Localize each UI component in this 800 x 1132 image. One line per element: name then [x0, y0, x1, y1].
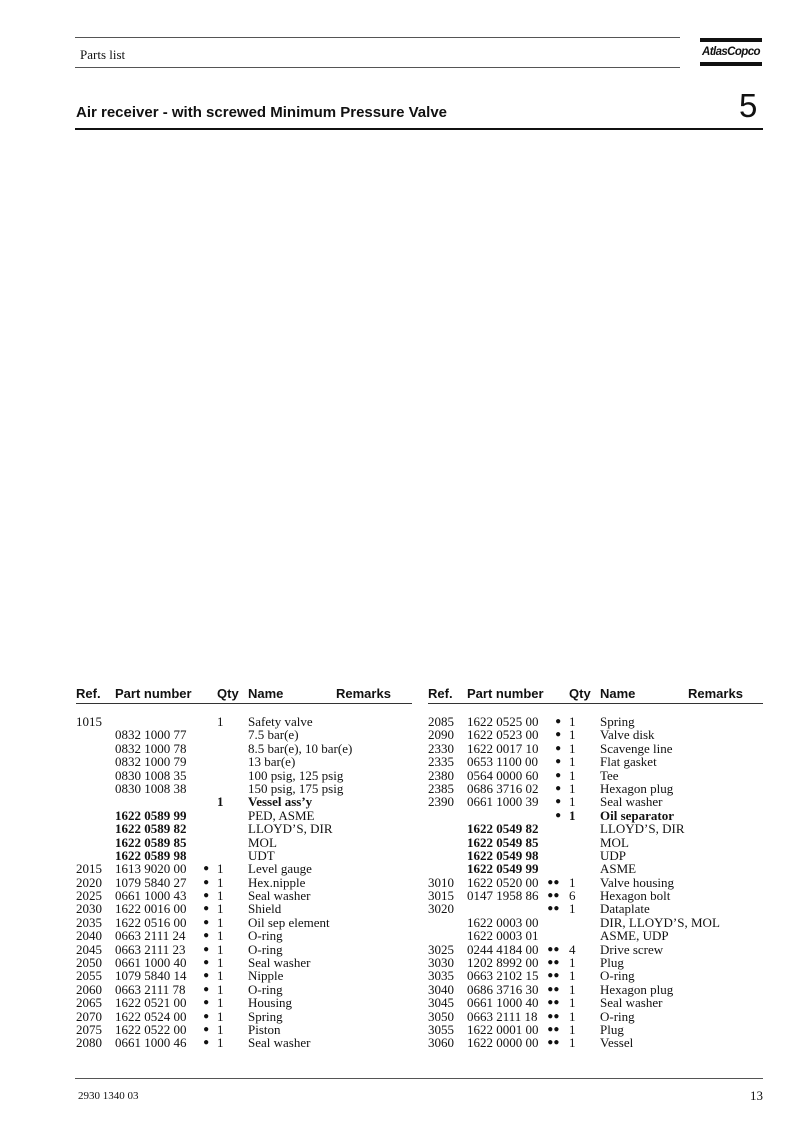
table-row	[76, 836, 412, 849]
name-cell: UDP	[600, 847, 627, 863]
qty-cell: 1	[217, 888, 224, 904]
part-number-cell: 1622 0549 82	[467, 821, 539, 837]
qty-cell: 1	[569, 1008, 576, 1024]
table-row	[428, 862, 763, 875]
table-row	[428, 956, 763, 969]
qty-cell: 1	[569, 780, 576, 796]
document-number: 2930 1340 03	[78, 1090, 139, 1102]
part-number-cell: 0661 1000 43	[115, 888, 187, 904]
name-cell: 150 psig, 175 psig	[248, 780, 344, 796]
name-cell: Spring	[600, 714, 635, 729]
ref-cell: 3035	[428, 968, 454, 984]
table-row	[76, 795, 412, 808]
name-cell: Drive screw	[600, 941, 664, 957]
part-number-cell: 0661 1000 39	[467, 794, 539, 810]
part-number-cell: 1622 0523 00	[467, 727, 539, 743]
applicability-bullets: ●	[203, 863, 210, 875]
ref-cell: 3060	[428, 1035, 454, 1051]
qty-cell: 1	[569, 794, 576, 810]
ref-cell: 2040	[76, 928, 102, 944]
qty-cell: 1	[569, 767, 576, 783]
table-row	[76, 902, 412, 915]
header-name: Name	[600, 686, 636, 701]
name-cell: O-ring	[248, 981, 283, 997]
qty-cell: 1	[569, 1035, 576, 1051]
part-number-cell: 1622 0516 00	[115, 914, 187, 930]
name-cell: 13 bar(e)	[248, 754, 296, 770]
part-number-cell: 1622 0520 00	[467, 874, 539, 890]
part-number-cell: 0663 2102 15	[467, 968, 539, 984]
name-cell: LLOYD’S, DIR	[600, 821, 685, 837]
name-cell: 100 psig, 125 psig	[248, 767, 344, 783]
name-cell: Shield	[248, 901, 282, 917]
name-cell: Plug	[600, 955, 624, 971]
name-cell: Valve disk	[600, 727, 655, 743]
applicability-bullets: ●●	[547, 997, 560, 1009]
header-qty: Qty	[569, 686, 591, 701]
part-number-cell: 0661 1000 40	[467, 995, 539, 1011]
name-cell: PED, ASME	[248, 807, 315, 823]
table-row	[76, 876, 412, 889]
header-ref: Ref.	[428, 686, 453, 701]
name-cell: Hexagon plug	[600, 981, 674, 997]
qty-cell: 1	[217, 968, 224, 984]
part-number-cell: 1622 0522 00	[115, 1021, 187, 1037]
name-cell: Safety valve	[248, 714, 313, 729]
name-cell: Seal washer	[248, 955, 311, 971]
ref-cell: 3050	[428, 1008, 454, 1024]
name-cell: Seal washer	[248, 888, 311, 904]
applicability-bullets: ●●	[547, 1010, 560, 1022]
part-number-cell: 1622 0549 98	[467, 847, 539, 863]
part-number-cell: 1622 0549 85	[467, 834, 539, 850]
table-row	[76, 929, 412, 942]
name-cell: LLOYD’S, DIR	[248, 821, 333, 837]
table-row	[428, 929, 763, 942]
qty-cell: 4	[569, 941, 576, 957]
name-cell: MOL	[248, 834, 277, 850]
part-number-cell: 1079 5840 14	[115, 968, 187, 984]
table-row	[428, 742, 763, 755]
applicability-bullets: ●	[203, 930, 210, 942]
applicability-bullets: ●	[203, 943, 210, 955]
ref-cell: 3045	[428, 995, 454, 1011]
ref-cell: 2090	[428, 727, 454, 743]
name-cell: O-ring	[600, 968, 635, 984]
table-row	[428, 1023, 763, 1036]
header-bottom-rule	[75, 67, 680, 68]
applicability-bullets: ●	[555, 782, 562, 794]
applicability-bullets: ●	[555, 742, 562, 754]
atlas-copco-logo	[700, 38, 762, 66]
table-header-rule	[428, 703, 763, 704]
part-number-cell: 1079 5840 27	[115, 874, 187, 890]
applicability-bullets: ●	[203, 876, 210, 888]
table-header	[428, 686, 763, 702]
part-number-cell: 0663 2111 24	[115, 928, 186, 944]
applicability-bullets: ●●	[547, 876, 560, 888]
part-number-cell: 0564 0000 60	[467, 767, 539, 783]
ref-cell: 3025	[428, 941, 454, 957]
table-row	[76, 889, 412, 902]
header-top-rule	[75, 37, 680, 38]
header-name: Name	[248, 686, 284, 701]
part-number-cell: 0830 1008 35	[115, 767, 187, 783]
applicability-bullets: ●	[203, 890, 210, 902]
qty-cell: 1	[217, 941, 224, 957]
ref-cell: 2015	[76, 861, 102, 877]
ref-cell: 2045	[76, 941, 102, 957]
table-row	[428, 902, 763, 915]
applicability-bullets: ●	[555, 769, 562, 781]
name-cell: Seal washer	[600, 794, 663, 810]
name-cell: Dataplate	[600, 901, 650, 917]
qty-cell: 1	[217, 794, 224, 810]
qty-cell: 1	[217, 874, 224, 890]
part-number-cell: 1622 0589 99	[115, 807, 187, 823]
part-number-cell: 0663 2111 18	[467, 1008, 538, 1024]
applicability-bullets: ●	[203, 983, 210, 995]
table-row	[428, 1036, 763, 1049]
parts-table-left	[76, 686, 412, 1050]
header-qty: Qty	[217, 686, 239, 701]
name-cell: Seal washer	[600, 995, 663, 1011]
table-row	[76, 956, 412, 969]
part-number-cell: 1613 9020 00	[115, 861, 187, 877]
table-row	[428, 836, 763, 849]
name-cell: Hexagon bolt	[600, 888, 671, 904]
name-cell: MOL	[600, 834, 629, 850]
applicability-bullets: ●	[203, 970, 210, 982]
page-number: 13	[750, 1088, 763, 1103]
part-number-cell: 1202 8992 00	[467, 955, 539, 971]
qty-cell: 1	[217, 861, 224, 877]
qty-cell: 1	[217, 914, 224, 930]
qty-cell: 1	[217, 955, 224, 971]
part-number-cell: 0661 1000 46	[115, 1035, 187, 1051]
name-cell: Level gauge	[248, 861, 312, 877]
ref-cell: 2020	[76, 874, 102, 890]
table-row	[428, 809, 763, 822]
part-number-cell: 0830 1008 38	[115, 780, 187, 796]
part-number-cell: 0244 4184 00	[467, 941, 539, 957]
applicability-bullets: ●	[203, 916, 210, 928]
part-number-cell: 0653 1100 00	[467, 754, 539, 770]
part-number-cell: 1622 0000 00	[467, 1035, 539, 1051]
table-row	[428, 876, 763, 889]
part-number-cell: 0661 1000 40	[115, 955, 187, 971]
qty-cell: 1	[217, 901, 224, 917]
table-row	[428, 849, 763, 862]
table-row	[76, 862, 412, 875]
qty-cell: 1	[217, 981, 224, 997]
name-cell: O-ring	[600, 1008, 635, 1024]
part-number-cell: 0832 1000 78	[115, 740, 187, 756]
applicability-bullets: ●●	[547, 983, 560, 995]
table-row	[428, 769, 763, 782]
ref-cell: 3020	[428, 901, 454, 917]
name-cell: Vessel ass’y	[248, 794, 313, 810]
qty-cell: 1	[569, 807, 576, 823]
table-row	[428, 715, 763, 728]
part-number-cell: 1622 0525 00	[467, 714, 539, 729]
part-number-cell: 1622 0003 01	[467, 928, 539, 944]
table-row	[428, 728, 763, 741]
qty-cell: 1	[217, 1008, 224, 1024]
part-number-cell: 1622 0017 10	[467, 740, 539, 756]
table-row	[76, 1036, 412, 1049]
header-remarks: Remarks	[688, 686, 743, 701]
ref-cell: 1015	[76, 714, 102, 729]
table-header	[76, 686, 412, 702]
part-number-cell: 1622 0589 85	[115, 834, 187, 850]
name-cell: O-ring	[248, 928, 283, 944]
name-cell: Housing	[248, 995, 293, 1011]
footer-rule	[75, 1078, 763, 1079]
logo-top-bar	[700, 38, 762, 42]
table-row	[428, 889, 763, 902]
qty-cell: 1	[569, 995, 576, 1011]
table-row	[76, 742, 412, 755]
title-rule	[75, 128, 763, 130]
part-number-cell: 0663 2111 78	[115, 981, 186, 997]
qty-cell: 1	[569, 740, 576, 756]
qty-cell: 1	[569, 901, 576, 917]
table-row	[76, 715, 412, 728]
name-cell: Flat gasket	[600, 754, 657, 770]
table-row	[428, 822, 763, 835]
table-row	[76, 983, 412, 996]
name-cell: Oil separator	[600, 807, 675, 823]
part-number-cell: 0686 3716 02	[467, 780, 539, 796]
applicability-bullets: ●	[555, 756, 562, 768]
table-row	[76, 916, 412, 929]
qty-cell: 1	[217, 928, 224, 944]
name-cell: Hexagon plug	[600, 780, 674, 796]
table-row	[428, 795, 763, 808]
table-row	[428, 1010, 763, 1023]
part-number-cell: 0147 1958 86	[467, 888, 539, 904]
ref-cell: 3040	[428, 981, 454, 997]
applicability-bullets: ●	[555, 729, 562, 741]
table-row	[76, 769, 412, 782]
table-row	[428, 943, 763, 956]
parts-table-right	[428, 686, 763, 1050]
applicability-bullets: ●	[203, 1010, 210, 1022]
applicability-bullets: ●	[203, 997, 210, 1009]
name-cell: Spring	[248, 1008, 283, 1024]
header-ref: Ref.	[76, 686, 101, 701]
ref-cell: 2075	[76, 1021, 102, 1037]
qty-cell: 1	[569, 1021, 576, 1037]
applicability-bullets: ●	[555, 809, 562, 821]
ref-cell: 3055	[428, 1021, 454, 1037]
table-row	[428, 983, 763, 996]
part-number-cell: 1622 0524 00	[115, 1008, 187, 1024]
table-row	[76, 782, 412, 795]
header-part-number: Part number	[467, 686, 544, 701]
qty-cell: 1	[569, 981, 576, 997]
part-number-cell: 1622 0016 00	[115, 901, 187, 917]
logo-wordmark: AtlasCopco	[702, 46, 760, 58]
part-number-cell: 1622 0001 00	[467, 1021, 539, 1037]
table-row	[76, 943, 412, 956]
table-row	[76, 822, 412, 835]
table-row	[428, 969, 763, 982]
ref-cell: 2085	[428, 714, 454, 729]
name-cell: ASME, UDP	[600, 928, 669, 944]
name-cell: Tee	[600, 767, 619, 783]
name-cell: Plug	[600, 1021, 624, 1037]
applicability-bullets: ●	[203, 1023, 210, 1035]
name-cell: O-ring	[248, 941, 283, 957]
part-number-cell: 1622 0521 00	[115, 995, 187, 1011]
applicability-bullets: ●●	[547, 890, 560, 902]
qty-cell: 6	[569, 888, 576, 904]
qty-cell: 1	[569, 754, 576, 770]
name-cell: Piston	[248, 1021, 281, 1037]
qty-cell: 1	[569, 955, 576, 971]
applicability-bullets: ●●	[547, 1023, 560, 1035]
ref-cell: 2390	[428, 794, 454, 810]
ref-cell: 2055	[76, 968, 102, 984]
table-row	[428, 755, 763, 768]
table-row	[76, 996, 412, 1009]
part-number-cell: 1622 0003 00	[467, 914, 539, 930]
part-number-cell: 0832 1000 79	[115, 754, 187, 770]
ref-cell: 3030	[428, 955, 454, 971]
applicability-bullets: ●	[203, 1037, 210, 1049]
part-number-cell: 0686 3716 30	[467, 981, 539, 997]
name-cell: DIR, LLOYD’S, MOL	[600, 914, 720, 930]
table-row	[76, 849, 412, 862]
qty-cell: 1	[569, 714, 576, 729]
ref-cell: 2050	[76, 955, 102, 971]
header-remarks: Remarks	[336, 686, 391, 701]
name-cell: 8.5 bar(e), 10 bar(e)	[248, 740, 353, 756]
ref-cell: 2060	[76, 981, 102, 997]
applicability-bullets: ●	[555, 796, 562, 808]
name-cell: Nipple	[248, 968, 284, 984]
applicability-bullets: ●●	[547, 943, 560, 955]
part-number-cell: 0663 2111 23	[115, 941, 186, 957]
ref-cell: 2035	[76, 914, 102, 930]
name-cell: 7.5 bar(e)	[248, 727, 299, 743]
ref-cell: 2335	[428, 754, 454, 770]
logo-bottom-bar	[700, 62, 762, 66]
ref-cell: 2380	[428, 767, 454, 783]
ref-cell: 2385	[428, 780, 454, 796]
name-cell: Vessel	[600, 1035, 634, 1051]
section-title: Air receiver - with screwed Minimum Pressure Valve	[76, 104, 448, 121]
qty-cell: 1	[569, 968, 576, 984]
table-row	[76, 755, 412, 768]
qty-cell: 1	[217, 995, 224, 1011]
table-row	[428, 916, 763, 929]
table-row	[76, 728, 412, 741]
applicability-bullets: ●	[203, 903, 210, 915]
ref-cell: 2025	[76, 888, 102, 904]
document-type-label: Parts list	[80, 47, 126, 62]
qty-cell: 1	[217, 1035, 224, 1051]
qty-cell: 1	[217, 1021, 224, 1037]
ref-cell: 2030	[76, 901, 102, 917]
part-number-cell: 1622 0589 98	[115, 847, 187, 863]
table-rows	[428, 715, 763, 1050]
part-number-cell: 1622 0549 99	[467, 861, 539, 877]
applicability-bullets: ●●	[547, 970, 560, 982]
applicability-bullets: ●●	[547, 957, 560, 969]
ref-cell: 3010	[428, 874, 454, 890]
applicability-bullets: ●●	[547, 1037, 560, 1049]
name-cell: ASME	[600, 861, 637, 877]
table-row	[76, 809, 412, 822]
name-cell: Seal washer	[248, 1035, 311, 1051]
table-row	[76, 1010, 412, 1023]
table-rows	[76, 715, 412, 1050]
applicability-bullets: ●	[555, 716, 562, 727]
name-cell: UDT	[248, 847, 275, 863]
name-cell: Hex.nipple	[248, 874, 306, 890]
table-header-rule	[76, 703, 412, 704]
ref-cell: 2330	[428, 740, 454, 756]
name-cell: Oil sep element	[248, 914, 330, 930]
ref-cell: 2080	[76, 1035, 102, 1051]
table-row	[428, 996, 763, 1009]
applicability-bullets: ●●	[547, 903, 560, 915]
section-number: 5	[739, 87, 758, 124]
table-row	[76, 1023, 412, 1036]
ref-cell: 3015	[428, 888, 454, 904]
part-number-cell: 0832 1000 77	[115, 727, 187, 743]
applicability-bullets: ●	[203, 957, 210, 969]
header-part-number: Part number	[115, 686, 192, 701]
qty-cell: 1	[569, 874, 576, 890]
ref-cell: 2065	[76, 995, 102, 1011]
table-row	[428, 782, 763, 795]
part-number-cell: 1622 0589 82	[115, 821, 187, 837]
name-cell: Scavenge line	[600, 740, 673, 756]
qty-cell: 1	[217, 714, 224, 729]
table-row	[76, 969, 412, 982]
ref-cell: 2070	[76, 1008, 102, 1024]
name-cell: Valve housing	[600, 874, 675, 890]
qty-cell: 1	[569, 727, 576, 743]
